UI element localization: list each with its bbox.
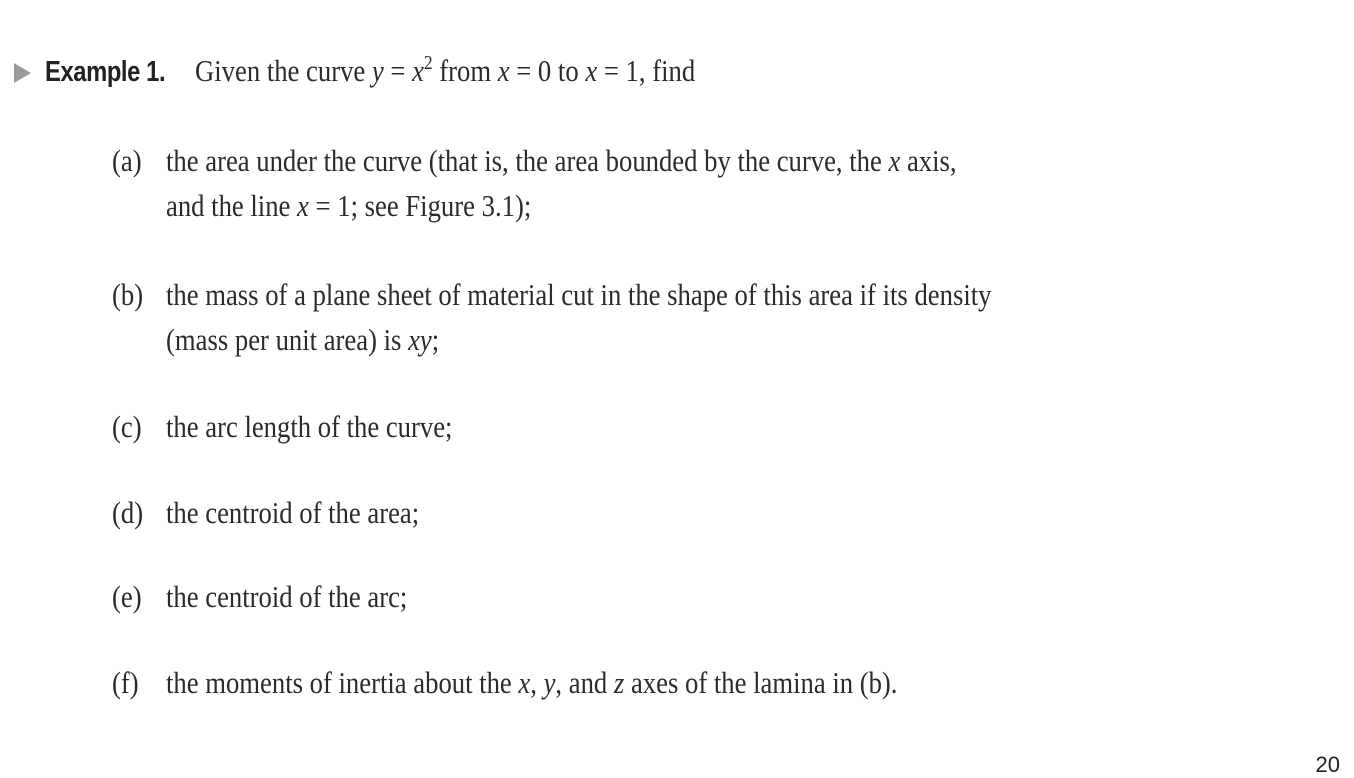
list-item-b bbox=[112, 272, 1126, 362]
item-text: the area under the curve (that is, the area bounded by the curve, the x axis, and the line x = 1; see Figure 3.1); bbox=[166, 143, 957, 223]
example-header bbox=[14, 52, 777, 89]
item-marker: (e) bbox=[112, 579, 142, 614]
item-text: the moments of inertia about the x, y, and z axes of the lamina in (b). bbox=[166, 665, 898, 700]
list-item-f bbox=[112, 660, 1017, 705]
list-item-c bbox=[112, 404, 499, 449]
item-marker: (a) bbox=[112, 143, 142, 178]
item-marker: (c) bbox=[112, 409, 142, 444]
item-text: the arc length of the curve; bbox=[166, 409, 453, 444]
item-marker: (f) bbox=[112, 665, 139, 700]
example-intro: Given the curve $y = x^2$ from x = 0 to x = 1, find bbox=[195, 52, 696, 88]
page-number: 20 bbox=[1315, 752, 1340, 777]
list-item-e bbox=[112, 574, 447, 619]
list-item-d bbox=[112, 490, 460, 535]
item-text: the mass of a plane sheet of material cut in the shape of this area if its density (mass per unit area) is xy; bbox=[166, 277, 992, 357]
item-marker: (d) bbox=[112, 495, 144, 530]
item-marker: (b) bbox=[112, 277, 144, 312]
item-text: the centroid of the arc; bbox=[166, 579, 408, 614]
item-text: the centroid of the area; bbox=[166, 495, 420, 530]
example-label: Example 1. bbox=[45, 56, 166, 88]
list-item-a bbox=[112, 138, 1085, 228]
triangle-bullet-icon bbox=[14, 63, 31, 83]
